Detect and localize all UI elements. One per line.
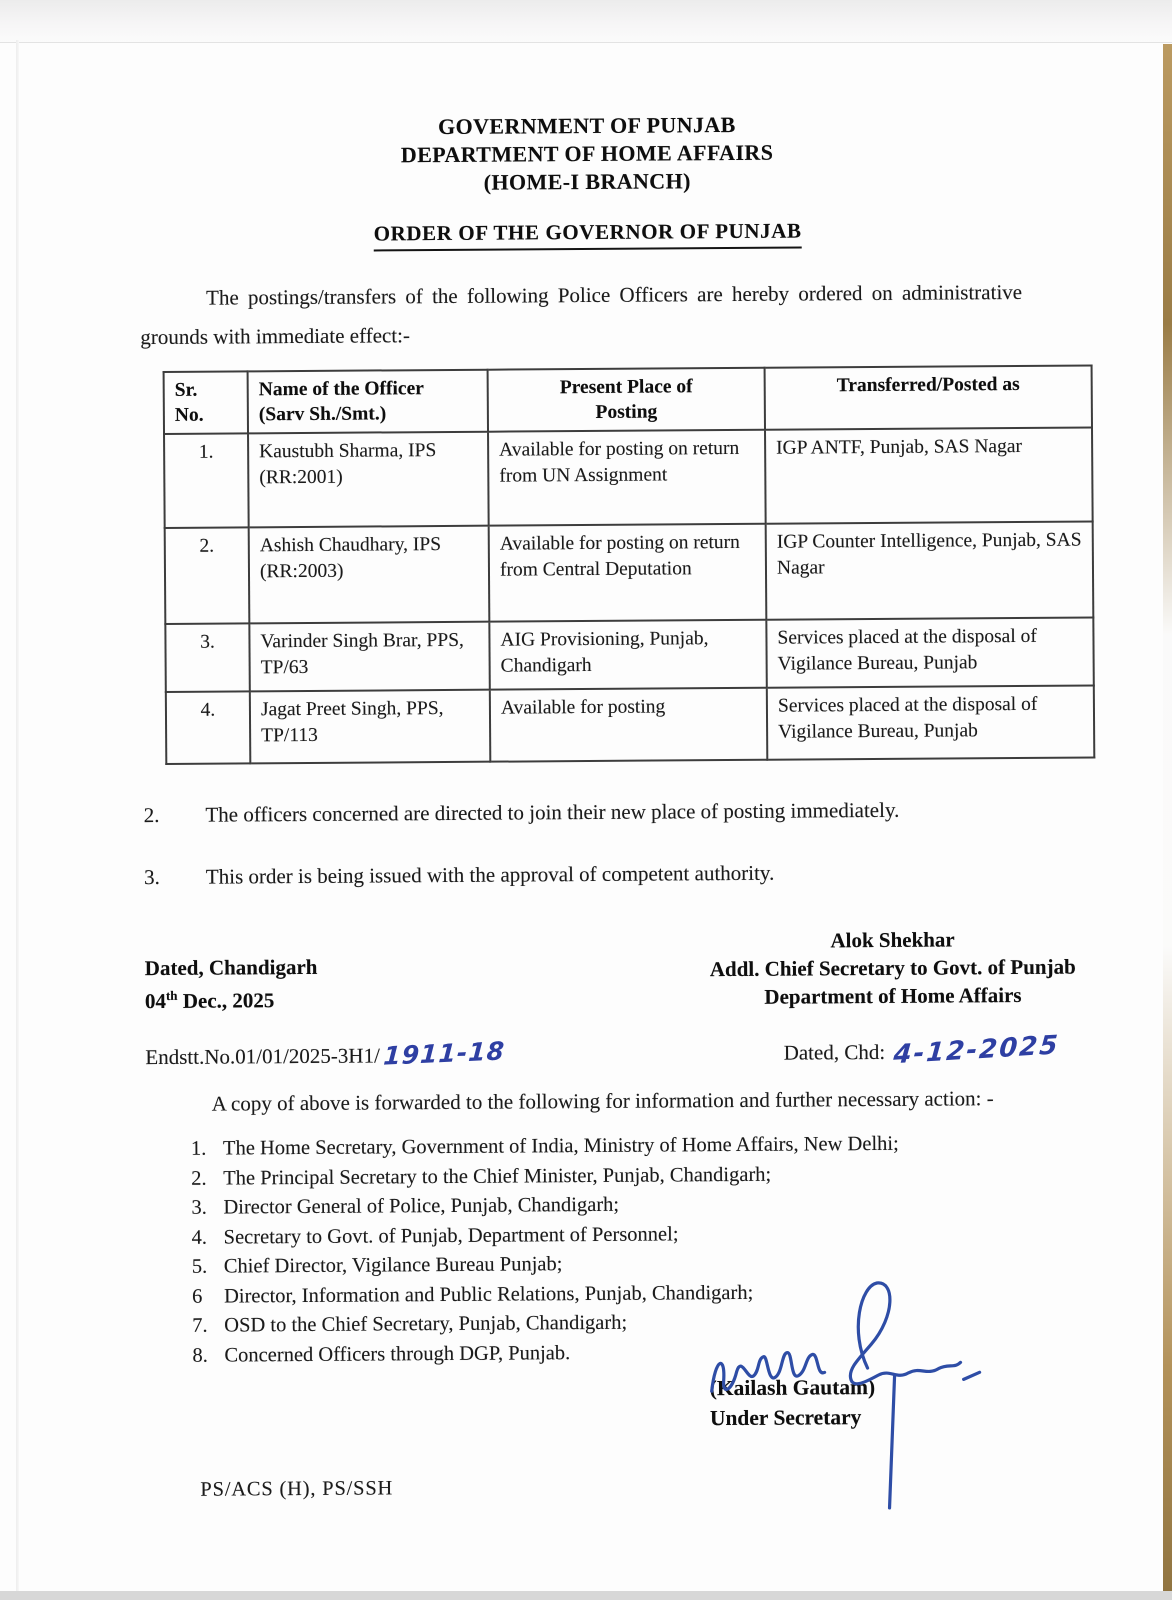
signature-printed-name: (Kailash Gautam) (709, 1375, 876, 1401)
endorsement-date: Dated, Chd: 4-12-2025 (783, 1030, 1061, 1071)
signatory-designation-2: Department of Home Affairs (764, 982, 1022, 1009)
copy-forwarded-paragraph: A copy of above is forwarded to the following for information and further necessary action: - (211, 1086, 994, 1116)
handwritten-date: 4-12-2025 (892, 1030, 1061, 1071)
cc-list (191, 1128, 1122, 1370)
endorsement-number: Endstt.No.01/01/2025-3H1/1911-18 (145, 1036, 506, 1071)
col-header-sr: Sr. No. (164, 371, 248, 434)
letterhead (1, 108, 1172, 200)
list-item: 8. Concerned Officers through DGP, Punjab. (192, 1341, 571, 1367)
signatory-row (144, 924, 1123, 1015)
org-line-1: GOVERNMENT OF PUNJAB (437, 111, 736, 140)
org-line-3: (HOME-I BRANCH) (483, 168, 691, 195)
signatory-block (662, 924, 1123, 1011)
dateline (145, 952, 465, 1015)
org-line-2: DEPARTMENT OF HOME AFFAIRS (400, 139, 774, 168)
list-item: 6 Director, Information and Public Relations, Punjab, Chandigarh; (191, 1281, 754, 1308)
paragraph-2-text: The officers concerned are directed to join their new place of posting immediately. (205, 797, 900, 827)
dateline-place: Dated, Chandigarh (144, 954, 318, 981)
paragraph-3-text: This order is being issued with the approval of competent authority. (205, 860, 775, 889)
endorsement-row (145, 1030, 1061, 1071)
handwritten-diary-number: 1911-18 (381, 1036, 506, 1071)
list-item: 1. The Home Secretary, Government of India, Ministry of Home Affairs, New Delhi; (190, 1132, 899, 1160)
table-row: 1. Kaustubh Sharma, IPS (RR:2001) Available for posting on return from UN Assignment IGP ANTF, Punjab, SAS Nagar (164, 427, 1093, 527)
list-item: 4. Secretary to Govt. of Punjab, Department of Personnel; (191, 1222, 679, 1249)
order-title: ORDER OF THE GOVERNOR OF PUNJAB (374, 219, 802, 252)
officers-table (163, 364, 1096, 764)
signature-designation: Under Secretary (709, 1405, 862, 1431)
list-item: 7. OSD to the Chief Secretary, Punjab, Chandigarh; (192, 1311, 628, 1337)
dateline-date: 04th Dec., 2025 (144, 987, 275, 1014)
signatory-designation-1: Addl. Chief Secretary to Govt. of Punjab (709, 954, 1076, 982)
paragraph-3-number: 3. (144, 864, 160, 890)
table-row: 2. Ashish Chaudhary, IPS (RR:2003) Available for posting on return from Central Deputation IGP Counter Intelligence, Punjab, SAS Nagar (165, 521, 1094, 623)
order-title-row (2, 216, 1172, 254)
table-row: 4. Jagat Preet Singh, PPS, TP/113 Available for posting Services placed at the disposal of Vigilance Bureau, Punjab (166, 685, 1094, 763)
col-header-name: Name of the Officer (Sarv Sh./Smt.) (248, 370, 488, 434)
ps-distribution-line: PS/ACS (H), PS/SSH (200, 1477, 394, 1501)
under-secretary-signature-block (710, 1371, 1030, 1433)
signatory-name: Alok Shekhar (830, 927, 955, 953)
list-item: 3. Director General of Police, Punjab, Chandigarh; (191, 1193, 620, 1219)
list-item: 2. The Principal Secretary to the Chief Minister, Punjab, Chandigarh; (191, 1163, 772, 1190)
scan-edge-bottom (0, 1591, 1172, 1600)
paragraph-2 (144, 789, 1026, 835)
intro-paragraph: The postings/transfers of the following Police Officers are hereby ordered on administrative grounds with immediate effect:- (140, 279, 1023, 350)
col-header-present-posting: Present Place of Posting (488, 368, 765, 432)
officers-table-header (164, 365, 1092, 433)
table-row: 3. Varinder Singh Brar, PPS, TP/63 AIG Provisioning, Punjab, Chandigarh Services placed at the disposal of Vigilance Bureau, Punjab (165, 617, 1093, 691)
col-header-transferred: Transferred/Posted as (765, 365, 1092, 429)
list-item: 5. Chief Director, Vigilance Bureau Punjab; (191, 1253, 563, 1278)
paragraph-2-number: 2. (143, 802, 160, 828)
paragraph-3 (144, 851, 1026, 897)
